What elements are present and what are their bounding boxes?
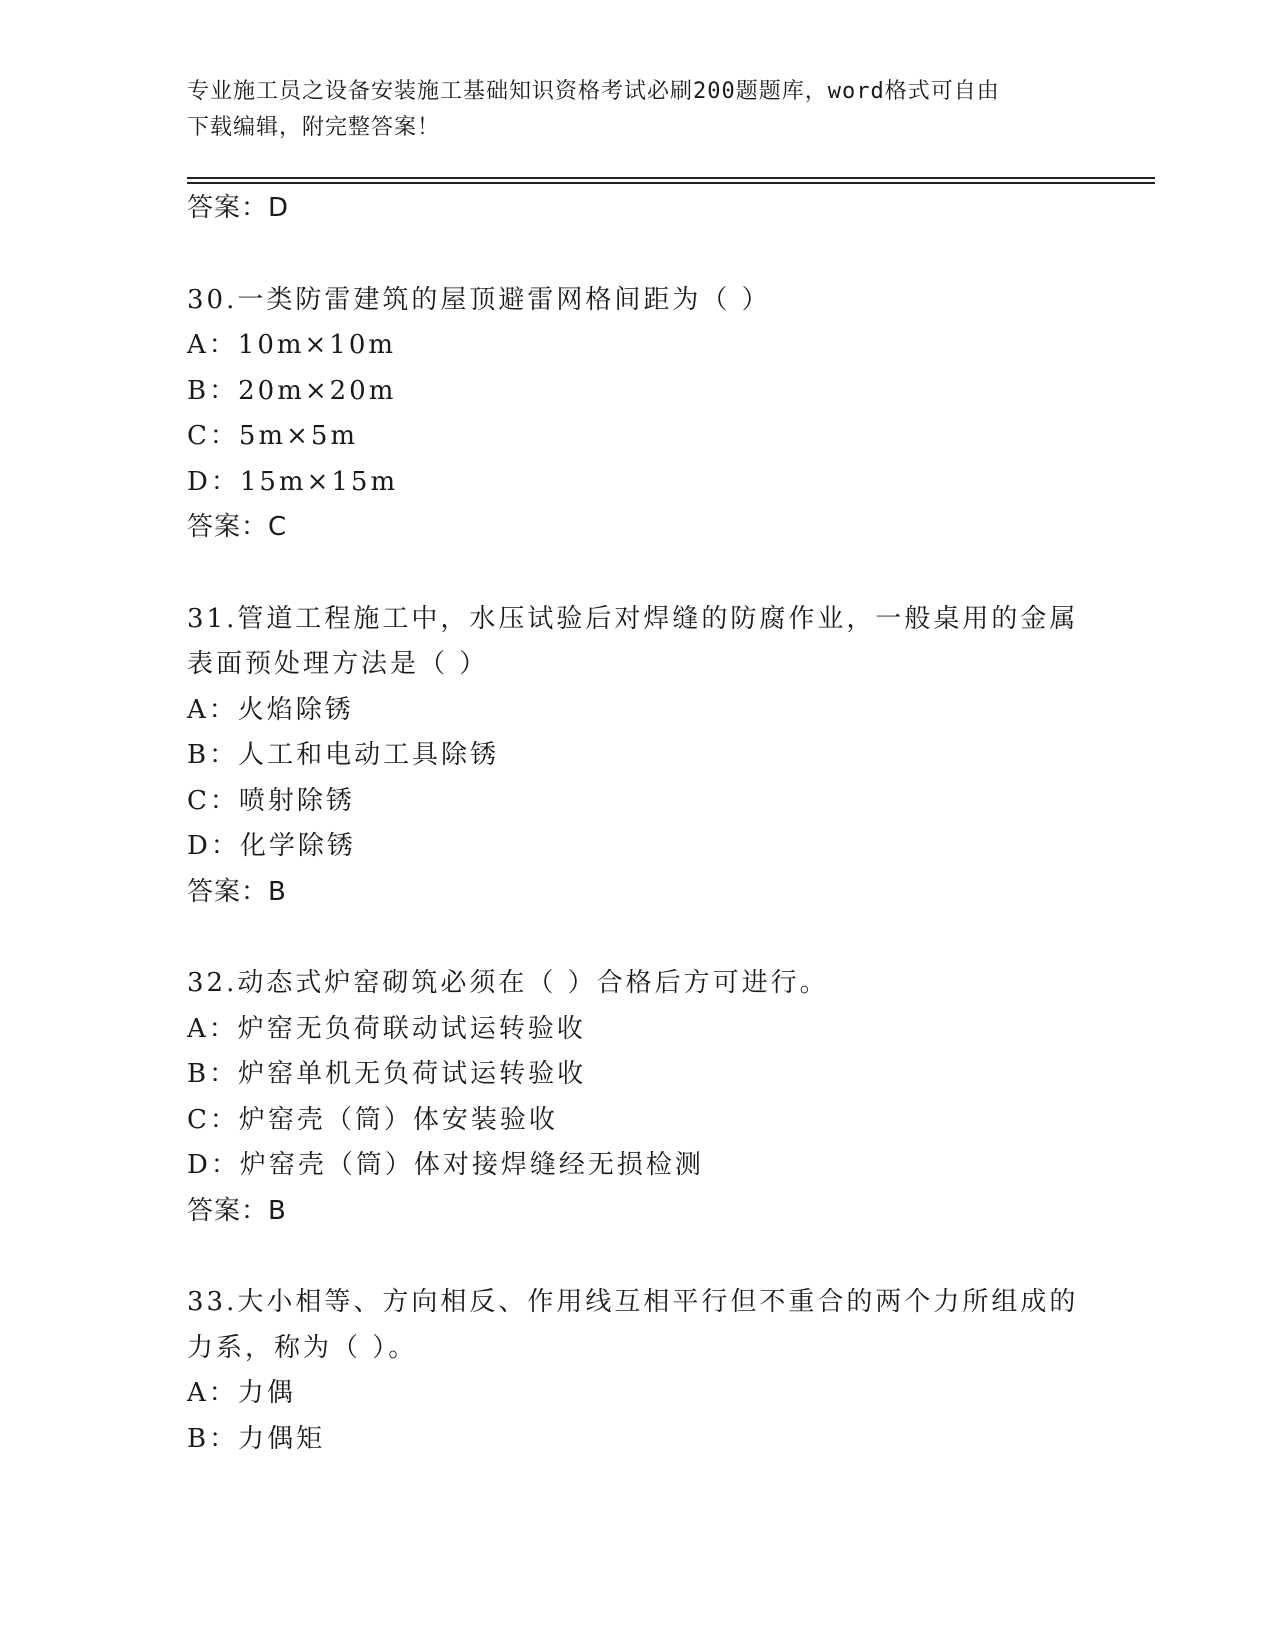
question-31 (187, 597, 1087, 916)
option-c: C：喷射除锈 (187, 785, 355, 816)
option-a: A：10m×10m (187, 330, 397, 360)
question-stem: 30.一类防雷建筑的屋顶避雷网格间距为（ ） (187, 284, 771, 315)
answer: 答案：B (187, 1195, 287, 1226)
question-stem-line-2: 力系，称为（ ）。 (187, 1332, 418, 1363)
question-stem-line-2: 表面预处理方法是（ ） (187, 649, 489, 679)
option-d: D：炉窑壳（筒）体对接焊缝经无损检测 (187, 1150, 704, 1180)
header-line-2: 下载编辑，附完整答案！ (187, 115, 441, 140)
option-a: A：炉窑无负荷联动试运转验收 (187, 1013, 586, 1044)
option-d: D：化学除锈 (187, 831, 356, 861)
question-list (187, 186, 1087, 1462)
header-divider-bottom (187, 182, 1155, 184)
spacer (187, 232, 1087, 278)
question-32 (187, 961, 1087, 1234)
header-line-1: 专业施工员之设备安装施工基础知识资格考试必刷200题题库，word格式可自由 (187, 79, 1000, 104)
option-a: A：火焰除锈 (187, 694, 354, 725)
option-c: C：5m×5m (187, 421, 359, 451)
option-c: C：炉窑壳（筒）体安装验收 (187, 1104, 558, 1135)
option-d: D：15m×15m (187, 466, 399, 497)
header-divider-top (187, 177, 1155, 179)
answer: 答案：B (187, 876, 287, 907)
spacer (187, 1234, 1087, 1280)
question-30 (187, 278, 1087, 551)
option-a: A：力偶 (187, 1378, 296, 1408)
question-stem: 32.动态式炉窑砌筑必须在（ ）合格后方可进行。 (187, 968, 829, 998)
document-header (187, 74, 1087, 146)
spacer (187, 551, 1087, 597)
option-b: B：人工和电动工具除锈 (187, 740, 500, 770)
option-b: B：20m×20m (187, 375, 397, 406)
question-stem-line-1: 33.大小相等、方向相反、作用线互相平行但不重合的两个力所组成的 (187, 1287, 1079, 1317)
question-stem-line-1: 31.管道工程施工中，水压试验后对焊缝的防腐作业，一般桌用的金属 (187, 603, 1079, 634)
answer: 答案：C (187, 512, 288, 542)
previous-answer: 答案：D (187, 193, 290, 223)
option-b: B：炉窑单机无负荷试运转验收 (187, 1059, 587, 1089)
spacer (187, 915, 1087, 961)
question-33 (187, 1280, 1087, 1462)
option-b: B：力偶矩 (187, 1423, 326, 1454)
